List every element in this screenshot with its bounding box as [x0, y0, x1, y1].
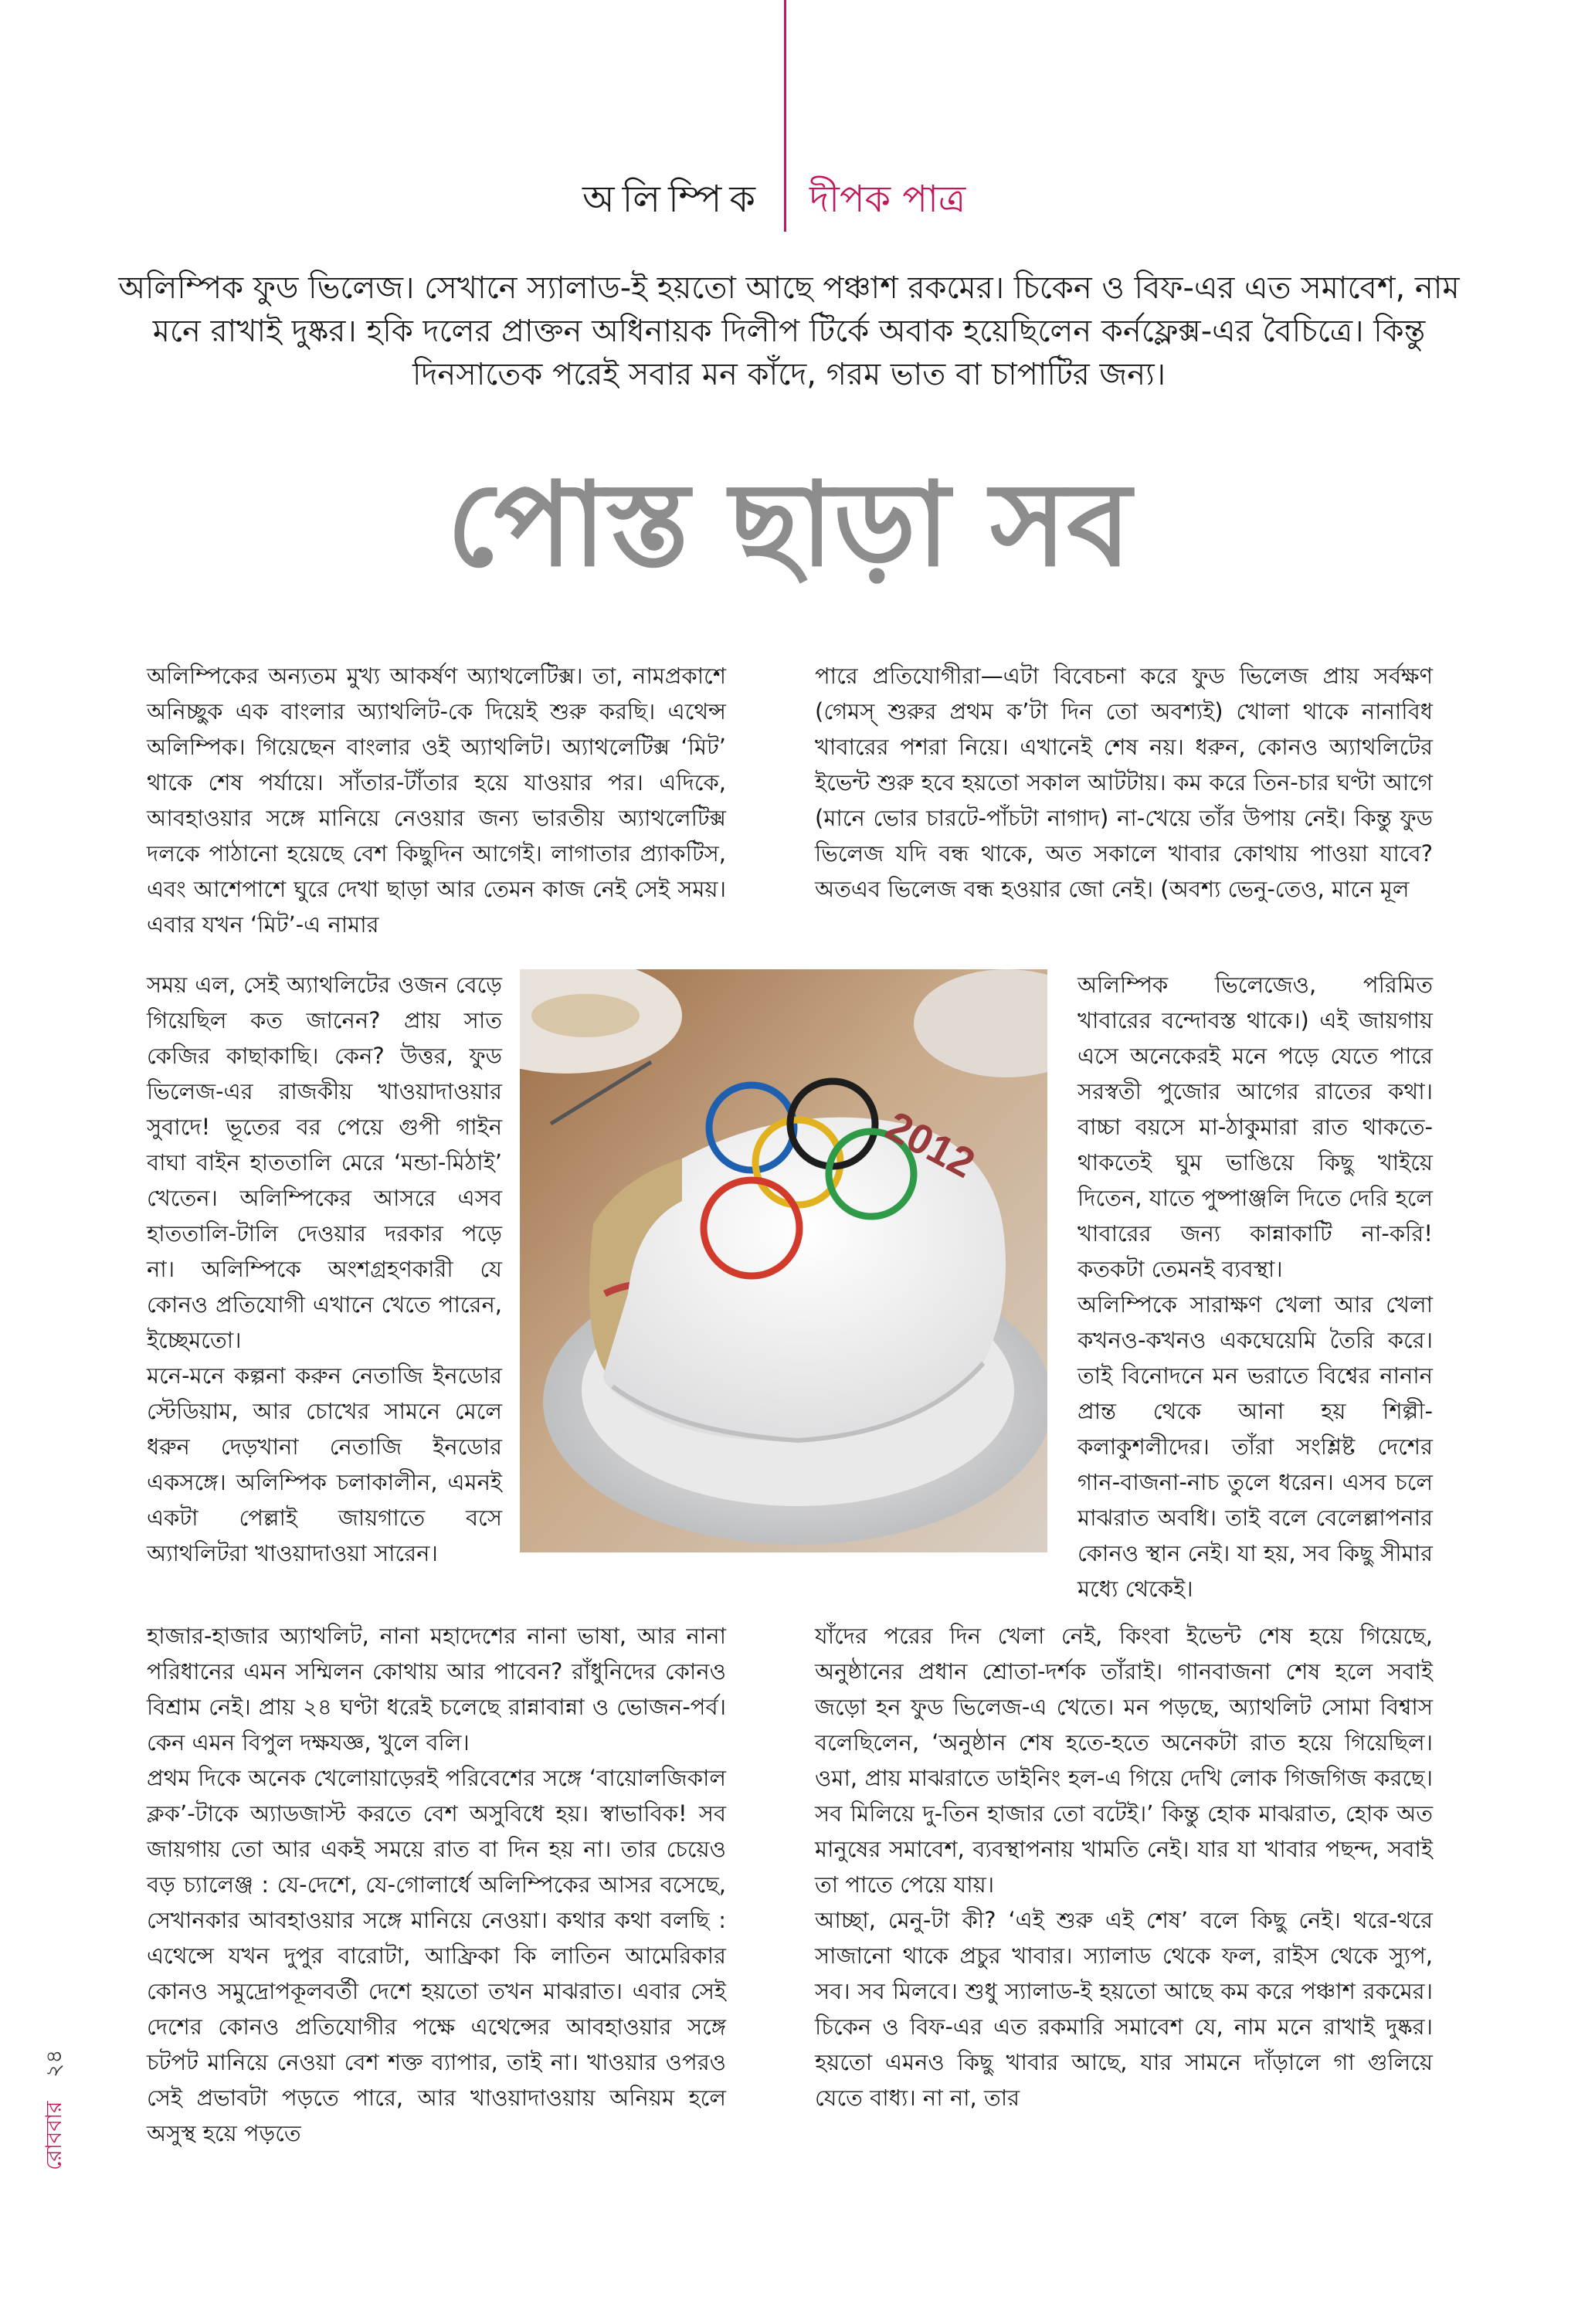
body-left-narrow: সময় এল, সেই অ্যাথলিটের ওজন বেড়ে গিয়েছিল কত জানেন? প্রায় সাত কেজির কাছাকাছি। কেন? উত্তর, ফুড ভিলেজ-এর রাজকীয় খাওয়াদাওয়ার সুবাদে! ভূতের বর পেয়ে গুপী গাইন বাঘা বাইন হাততালি মেরে ‘মন্ডা-মিঠাই’ খেতেন। অলিম্পিকের আসরে এসব হাততালি-টালি দেওয়ার দরকার পড়ে না। অলিম্পিকে অংশগ্রহণকারী যে কোনও প্রতিযোগী এখানে খেতে পারেন, ইচ্ছেমতো। মনে-মনে কল্পনা করুন নেতাজি ইনডোর স্টেডিয়াম, আর চোখের সামনে মেলে ধরুন দেড়খানা নেতাজি ইনডোর একসঙ্গে। অলিম্পিক চলাকালীন, এমনই একটা পেল্লাই জায়গাতে বসে অ্যাথলিটরা খাওয়াদাওয়া সারেন। — [147, 972, 502, 1566]
page-folio — [39, 1993, 70, 2170]
headline: পোস্ত ছাড়া সব — [446, 458, 1132, 592]
intro-standfirst: অলিম্পিক ফুড ভিলেজ। সেখানে স্যালাড-ই হয়তো আছে পঞ্চাশ রকমের। চিকেন ও বিফ-এর এত সমাবেশ, নাম মনে রাখাই দুষ্কর। হকি দলের প্রাক্তন অধিনায়ক দিলীপ টির্কে অবাক হয়েছিলেন কর্নফ্লেক্স-এর বৈচিত্রে। কিন্তু দিনসাতেক পরেই সবার মন কাঁদে, গরম ভাত বা চাপাটির জন্য। — [118, 270, 1460, 392]
cake-year-text: 2012 — [878, 1102, 982, 1187]
body-right-top: পারে প্রতিযোগীরা—এটা বিবেচনা করে ফুড ভিলেজ প্রায় সর্বক্ষণ (গেমস্ শুরুর প্রথম ক’টা দিন তো অবশ্যই) খোলা থাকে নানাবিধ খাবারের পশরা নিয়ে। এখানেই শেষ নয়। ধরুন, কোনও অ্যাথলিটের ইভেন্ট শুরু হবে হয়তো সকাল আটটায়। কম করে তিন-চার ঘণ্টা আগে (মানে ভোর চারটে-পাঁচটা নাগাদ) না-খেয়ে তাঁর উপায় নেই। কিন্তু ফুড ভিলেজ যদি বন্ধ থাকে, অত সকালে খাবার কোথায় পাওয়া যাবে? অতএব ভিলেজ বন্ধ হওয়ার জো নেই। (অবশ্য ভেনু-তেও, মানে মূল — [815, 663, 1433, 902]
body-left-top: অলিম্পিকের অন্যতম মুখ্য আকর্ষণ অ্যাথলেটিক্স। তা, নামপ্রকাশে অনিচ্ছুক এক বাংলার অ্যাথলিট-কে দিয়েই শুরু করছি। এথেন্স অলিম্পিক। গিয়েছেন বাংলার ওই অ্যাথলিট। অ্যাথলেটিক্স ‘মিট’ থাকে শেষ পর্যায়ে। সাঁতার-টাঁতার হয়ে যাওয়ার পর। এদিকে, আবহাওয়ার সঙ্গে মানিয়ে নেওয়ার জন্য ভারতীয় অ্যাথলেটিক্স দলকে পাঠানো হয়েছে বেশ কিছুদিন আগেই। লাগাতার প্র্যাকটিস, এবং আশেপাশে ঘুরে দেখা ছাড়া আর তেমন কাজ নেই সেই সময়। এবার যখন ‘মিট’-এ নামার — [147, 663, 726, 938]
page-number: ২৪ — [41, 2049, 66, 2078]
body-left-bottom: হাজার-হাজার অ্যাথলিট, নানা মহাদেশের নানা ভাষা, আর নানা পরিধানের এমন সম্মিলন কোথায় আর পাবেন? রাঁধুনিদের কোনও বিশ্রাম নেই। প্রায় ২৪ ঘণ্টা ধরেই চলেছে রান্নাবান্না ও ভোজন-পর্ব। কেন এমন বিপুল দক্ষযজ্ঞ, খুলে বলি। প্রথম দিকে অনেক খেলোয়াড়েরই পরিবেশের সঙ্গে ‘বায়োলজিকাল ক্লক’-টাকে অ্যাডজাস্ট করতে বেশ অসুবিধে হয়। স্বাভাবিক! সব জায়গায় তো আর একই সময়ে রাত বা দিন হয় না। তার চেয়েও বড় চ্যালেঞ্জ : যে-দেশে, যে-গোলার্ধে অলিম্পিকের আসর বসেছে, সেখানকার আবহাওয়ার সঙ্গে মানিয়ে নেওয়া। কথার কথা বলছি : এথেন্সে যখন দুপুর বারোটা, আফ্রিকা কি লাতিন আমেরিকার কোনও সমুদ্রোপকূলবর্তী দেশে হয়তো তখন মাঝরাত। এবার সেই দেশের কোনও প্রতিযোগীর পক্ষে এথেন্সের আবহাওয়ার সঙ্গে চটপট মানিয়ে নেওয়া বেশ শক্ত ব্যাপার, তাই না। খাওয়ার ওপরও সেই প্রভাবটা পড়তে পারে, আর খাওয়াদাওয়ায় অনিয়ম হলে অসুস্থ হয়ে পড়তে — [147, 1623, 726, 2146]
body-right-bottom: যাঁদের পরের দিন খেলা নেই, কিংবা ইভেন্ট শেষ হয়ে গিয়েছে, অনুষ্ঠানের প্রধান শ্রোতা-দর্শক তাঁরাই। গানবাজনা শেষ হলে সবাই জড়ো হন ফুড ভিলেজ-এ খেতে। মন পড়ছে, অ্যাথলিট সোমা বিশ্বাস বলেছিলেন, ‘অনুষ্ঠান শেষ হতে-হতে অনেকটা রাত হয়ে গিয়েছিল। ওমা, প্রায় মাঝরাতে ডাইনিং হল-এ গিয়ে দেখি লোক গিজগিজ করছে। সব মিলিয়ে দু-তিন হাজার তো বটেই।’ কিন্তু হোক মাঝরাত, হোক অত মানুষের সমাবেশ, ব্যবস্থাপনায় খামতি নেই। যার যা খাবার পছন্দ, সবাই তা পাতে পেয়ে যায়। আচ্ছা, মেনু-টা কী? ‘এই শুরু এই শেষ’ বলে কিছু নেই। থরে-থরে সাজানো থাকে প্রচুর খাবার। স্যালাড থেকে ফল, রাইস থেকে স্যুপ, সব। সব মিলবে। শুধু স্যালাড-ই হয়তো আছে কম করে পঞ্চাশ রকমের। চিকেন ও বিফ-এর এত রকমারি সমাবেশ যে, নাম মনে রাখাই দুষ্কর। হয়তো এমনও কিছু খাবার আছে, যার সামনে দাঁড়ালে গা গুলিয়ে যেতে বাধ্য। না না, তার — [815, 1623, 1433, 2111]
article-header — [0, 171, 1578, 226]
magazine-name: রোববার — [41, 2101, 66, 2170]
olympic-cake-photo — [520, 969, 1047, 1552]
section-label: অলিম্পিক — [582, 178, 763, 221]
body-right-narrow: অলিম্পিক ভিলেজেও, পরিমিত খাবারের বন্দোবস্ত থাকে।) এই জায়গায় এসে অনেকেরই মনে পড়ে যেতে পারে সরস্বতী পুজোর আগের রাতের কথা। বাচ্চা বয়সে মা-ঠাকুমারা রাত থাকতে-থাকতেই ঘুম ভাঙিয়ে কিছু খাইয়ে দিতেন, যাতে পুষ্পাঞ্জলি দিতে দেরি হলে খাবারের জন্য কান্নাকাটি না-করি! কতকটা তেমনই ব্যবস্থা। অলিম্পিকে সারাক্ষণ খেলা আর খেলা কখনও-কখনও একঘেয়েমি তৈরি করে। তাই বিনোদনে মন ভরাতে বিশ্বের নানান প্রান্ত থেকে আনা হয় শিল্পী-কলাকুশলীদের। তাঁরা সংশ্লিষ্ট দেশের গান-বাজনা-নাচ তুলে ধরেন। এসব চলে মাঝরাত অবধি। তাই বলে বেলেল্লাপনার কোনও স্থান নেই। যা হয়, সব কিছু সীমার মধ্যে থেকেই। — [1077, 972, 1433, 1602]
author-name: দীপক পাত্র — [809, 178, 966, 221]
cake-crumbs — [531, 994, 640, 1037]
